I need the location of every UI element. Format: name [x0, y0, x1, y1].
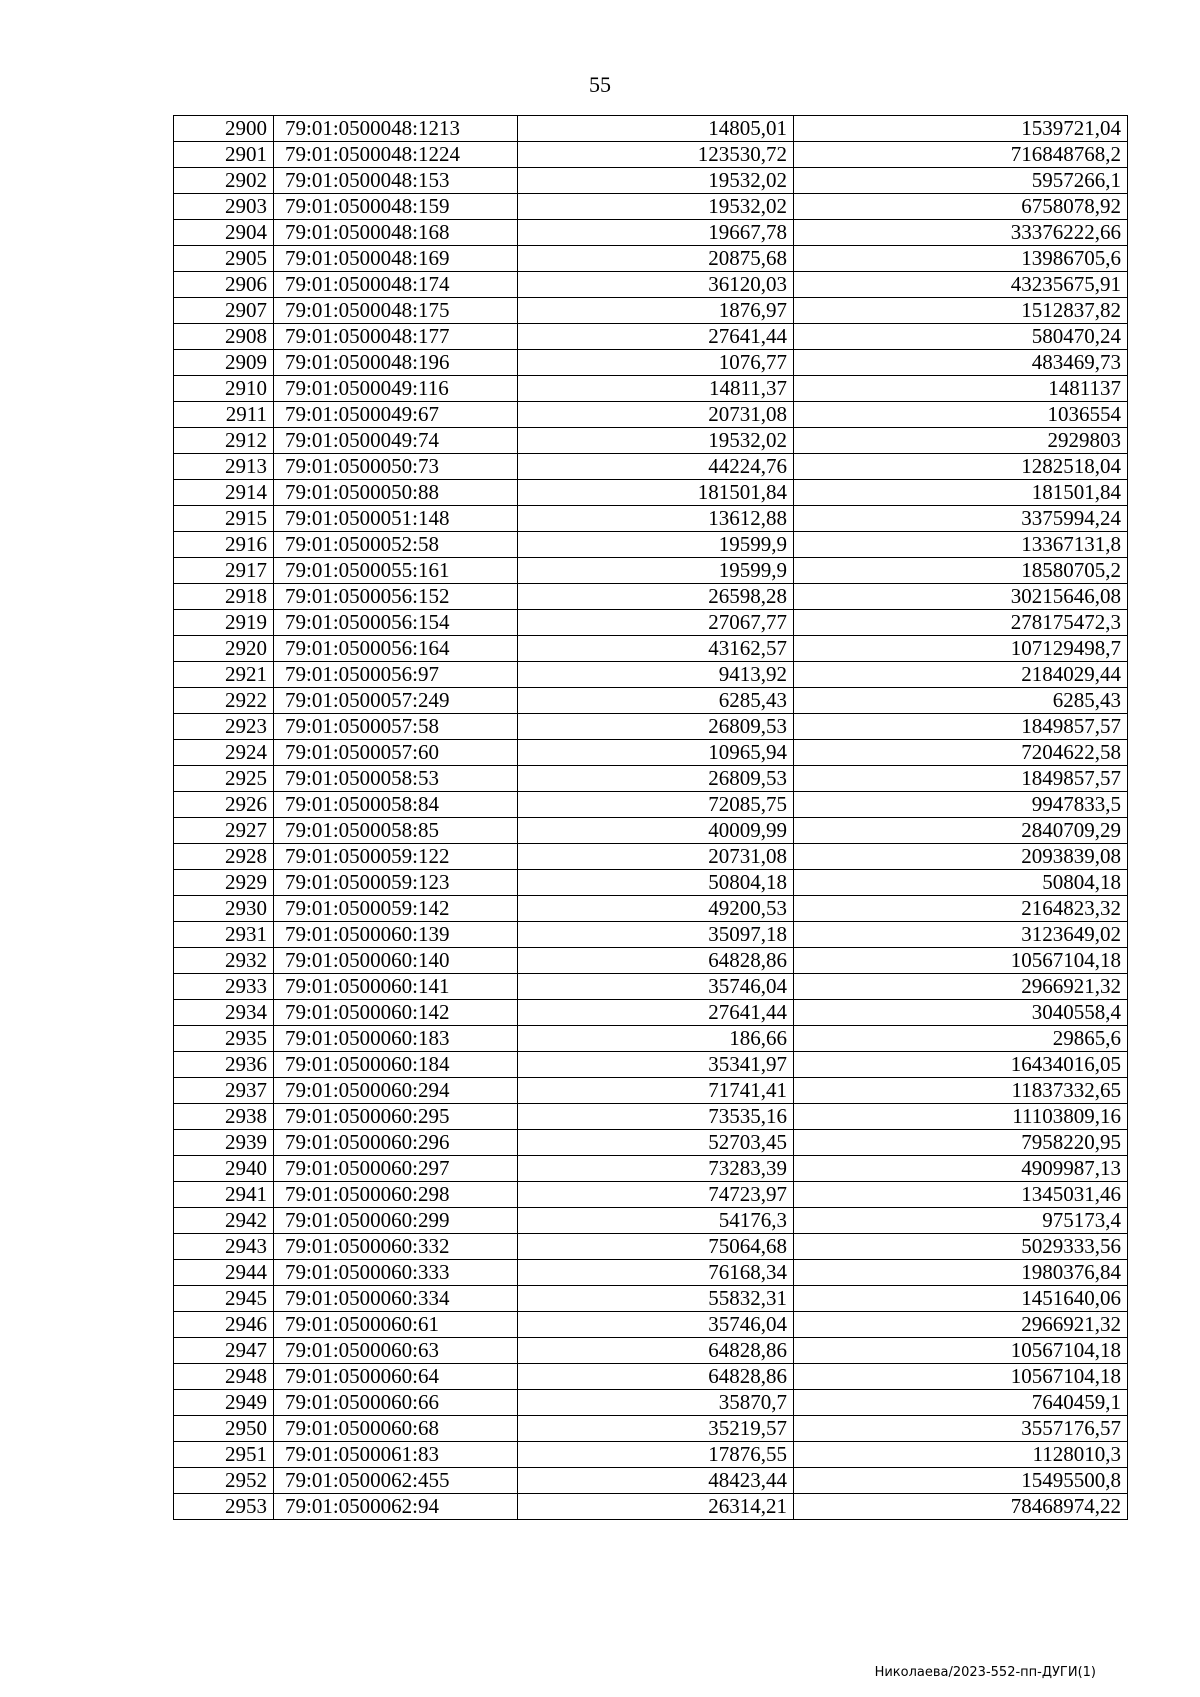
area-cell: 27641,44 [518, 324, 794, 350]
area-cell: 52703,45 [518, 1130, 794, 1156]
row-number-cell: 2942 [174, 1208, 274, 1234]
value-cell: 2184029,44 [794, 662, 1128, 688]
row-number-cell: 2940 [174, 1156, 274, 1182]
table-row [174, 350, 1128, 376]
area-cell: 75064,68 [518, 1234, 794, 1260]
table-row [174, 1416, 1128, 1442]
area-cell: 35746,04 [518, 974, 794, 1000]
cadastral-number-cell: 79:01:0500060:294 [274, 1078, 518, 1104]
table-row [174, 1182, 1128, 1208]
area-cell: 73283,39 [518, 1156, 794, 1182]
cadastral-number-cell: 79:01:0500048:159 [274, 194, 518, 220]
area-cell: 20875,68 [518, 246, 794, 272]
area-cell: 35341,97 [518, 1052, 794, 1078]
area-cell: 40009,99 [518, 818, 794, 844]
cadastral-number-cell: 79:01:0500055:161 [274, 558, 518, 584]
table-row [174, 142, 1128, 168]
table-row [174, 376, 1128, 402]
cadastral-number-cell: 79:01:0500060:139 [274, 922, 518, 948]
value-cell: 3040558,4 [794, 1000, 1128, 1026]
table-row [174, 1312, 1128, 1338]
value-cell: 13367131,8 [794, 532, 1128, 558]
table-row [174, 1234, 1128, 1260]
value-cell: 7204622,58 [794, 740, 1128, 766]
table-row [174, 1260, 1128, 1286]
value-cell: 16434016,05 [794, 1052, 1128, 1078]
value-cell: 1345031,46 [794, 1182, 1128, 1208]
row-number-cell: 2908 [174, 324, 274, 350]
table-row [174, 740, 1128, 766]
value-cell: 1481137 [794, 376, 1128, 402]
area-cell: 64828,86 [518, 948, 794, 974]
row-number-cell: 2927 [174, 818, 274, 844]
value-cell: 10567104,18 [794, 1338, 1128, 1364]
cadastral-number-cell: 79:01:0500062:455 [274, 1468, 518, 1494]
value-cell: 1451640,06 [794, 1286, 1128, 1312]
area-cell: 35097,18 [518, 922, 794, 948]
cadastral-number-cell: 79:01:0500058:84 [274, 792, 518, 818]
area-cell: 26598,28 [518, 584, 794, 610]
cadastral-number-cell: 79:01:0500056:154 [274, 610, 518, 636]
value-cell: 50804,18 [794, 870, 1128, 896]
area-cell: 9413,92 [518, 662, 794, 688]
table-row [174, 1104, 1128, 1130]
area-cell: 14805,01 [518, 116, 794, 142]
cadastral-number-cell: 79:01:0500049:116 [274, 376, 518, 402]
area-cell: 44224,76 [518, 454, 794, 480]
area-cell: 49200,53 [518, 896, 794, 922]
value-cell: 2966921,32 [794, 1312, 1128, 1338]
value-cell: 4909987,13 [794, 1156, 1128, 1182]
row-number-cell: 2945 [174, 1286, 274, 1312]
cadastral-number-cell: 79:01:0500060:299 [274, 1208, 518, 1234]
value-cell: 3375994,24 [794, 506, 1128, 532]
area-cell: 72085,75 [518, 792, 794, 818]
value-cell: 33376222,66 [794, 220, 1128, 246]
cadastral-number-cell: 79:01:0500060:66 [274, 1390, 518, 1416]
table-row [174, 818, 1128, 844]
area-cell: 27641,44 [518, 1000, 794, 1026]
row-number-cell: 2931 [174, 922, 274, 948]
area-cell: 74723,97 [518, 1182, 794, 1208]
cadastral-number-cell: 79:01:0500050:88 [274, 480, 518, 506]
row-number-cell: 2910 [174, 376, 274, 402]
table-row [174, 870, 1128, 896]
value-cell: 13986705,6 [794, 246, 1128, 272]
area-cell: 1076,77 [518, 350, 794, 376]
table-row [174, 168, 1128, 194]
row-number-cell: 2943 [174, 1234, 274, 1260]
value-cell: 1849857,57 [794, 714, 1128, 740]
value-cell: 716848768,2 [794, 142, 1128, 168]
table-row [174, 1000, 1128, 1026]
value-cell: 5957266,1 [794, 168, 1128, 194]
cadastral-number-cell: 79:01:0500060:68 [274, 1416, 518, 1442]
table-row [174, 1026, 1128, 1052]
cadastral-number-cell: 79:01:0500057:60 [274, 740, 518, 766]
table-row [174, 1130, 1128, 1156]
value-cell: 7640459,1 [794, 1390, 1128, 1416]
cadastral-number-cell: 79:01:0500051:148 [274, 506, 518, 532]
area-cell: 43162,57 [518, 636, 794, 662]
row-number-cell: 2932 [174, 948, 274, 974]
cadastral-number-cell: 79:01:0500060:141 [274, 974, 518, 1000]
table-row [174, 428, 1128, 454]
cadastral-number-cell: 79:01:0500060:333 [274, 1260, 518, 1286]
area-cell: 19599,9 [518, 532, 794, 558]
table-row [174, 1338, 1128, 1364]
area-cell: 17876,55 [518, 1442, 794, 1468]
cadastral-number-cell: 79:01:0500057:58 [274, 714, 518, 740]
row-number-cell: 2923 [174, 714, 274, 740]
table-row [174, 1494, 1128, 1520]
value-cell: 11103809,16 [794, 1104, 1128, 1130]
cadastral-number-cell: 79:01:0500060:296 [274, 1130, 518, 1156]
value-cell: 10567104,18 [794, 948, 1128, 974]
cadastral-number-cell: 79:01:0500056:152 [274, 584, 518, 610]
table-row [174, 246, 1128, 272]
table-row [174, 662, 1128, 688]
table-row [174, 1156, 1128, 1182]
value-cell: 1128010,3 [794, 1442, 1128, 1468]
table-row [174, 506, 1128, 532]
row-number-cell: 2907 [174, 298, 274, 324]
cadastral-number-cell: 79:01:0500048:177 [274, 324, 518, 350]
value-cell: 580470,24 [794, 324, 1128, 350]
row-number-cell: 2906 [174, 272, 274, 298]
cadastral-number-cell: 79:01:0500059:142 [274, 896, 518, 922]
value-cell: 15495500,8 [794, 1468, 1128, 1494]
row-number-cell: 2924 [174, 740, 274, 766]
row-number-cell: 2926 [174, 792, 274, 818]
cadastral-number-cell: 79:01:0500060:61 [274, 1312, 518, 1338]
area-cell: 55832,31 [518, 1286, 794, 1312]
row-number-cell: 2909 [174, 350, 274, 376]
area-cell: 20731,08 [518, 844, 794, 870]
row-number-cell: 2936 [174, 1052, 274, 1078]
row-number-cell: 2939 [174, 1130, 274, 1156]
table-row [174, 714, 1128, 740]
cadastral-number-cell: 79:01:0500060:184 [274, 1052, 518, 1078]
value-cell: 2093839,08 [794, 844, 1128, 870]
cadastral-number-cell: 79:01:0500057:249 [274, 688, 518, 714]
table-row [174, 558, 1128, 584]
area-cell: 1876,97 [518, 298, 794, 324]
row-number-cell: 2944 [174, 1260, 274, 1286]
value-cell: 7958220,95 [794, 1130, 1128, 1156]
area-cell: 64828,86 [518, 1338, 794, 1364]
table-row [174, 1442, 1128, 1468]
cadastral-number-cell: 79:01:0500060:64 [274, 1364, 518, 1390]
cadastral-number-cell: 79:01:0500060:63 [274, 1338, 518, 1364]
cadastral-number-cell: 79:01:0500050:73 [274, 454, 518, 480]
row-number-cell: 2950 [174, 1416, 274, 1442]
area-cell: 71741,41 [518, 1078, 794, 1104]
value-cell: 30215646,08 [794, 584, 1128, 610]
row-number-cell: 2934 [174, 1000, 274, 1026]
cadastral-number-cell: 79:01:0500060:183 [274, 1026, 518, 1052]
table-row [174, 922, 1128, 948]
row-number-cell: 2904 [174, 220, 274, 246]
cadastral-number-cell: 79:01:0500048:196 [274, 350, 518, 376]
document-footer: Николаева/2023-552-пп-ДУГИ(1) [874, 1665, 1096, 1680]
row-number-cell: 2903 [174, 194, 274, 220]
cadastral-number-cell: 79:01:0500059:123 [274, 870, 518, 896]
row-number-cell: 2953 [174, 1494, 274, 1520]
row-number-cell: 2941 [174, 1182, 274, 1208]
value-cell: 483469,73 [794, 350, 1128, 376]
cadastral-table [173, 115, 1128, 1520]
value-cell: 2164823,32 [794, 896, 1128, 922]
cadastral-number-cell: 79:01:0500048:174 [274, 272, 518, 298]
cadastral-number-cell: 79:01:0500048:1213 [274, 116, 518, 142]
table-row [174, 584, 1128, 610]
row-number-cell: 2913 [174, 454, 274, 480]
value-cell: 43235675,91 [794, 272, 1128, 298]
value-cell: 1539721,04 [794, 116, 1128, 142]
row-number-cell: 2928 [174, 844, 274, 870]
cadastral-number-cell: 79:01:0500062:94 [274, 1494, 518, 1520]
cadastral-number-cell: 79:01:0500058:85 [274, 818, 518, 844]
area-cell: 20731,08 [518, 402, 794, 428]
table-row [174, 272, 1128, 298]
value-cell: 278175472,3 [794, 610, 1128, 636]
area-cell: 76168,34 [518, 1260, 794, 1286]
area-cell: 123530,72 [518, 142, 794, 168]
row-number-cell: 2948 [174, 1364, 274, 1390]
area-cell: 26809,53 [518, 714, 794, 740]
area-cell: 186,66 [518, 1026, 794, 1052]
row-number-cell: 2905 [174, 246, 274, 272]
value-cell: 1036554 [794, 402, 1128, 428]
cadastral-number-cell: 79:01:0500060:297 [274, 1156, 518, 1182]
cadastral-number-cell: 79:01:0500052:58 [274, 532, 518, 558]
table-row [174, 974, 1128, 1000]
value-cell: 6285,43 [794, 688, 1128, 714]
table-row [174, 1208, 1128, 1234]
cadastral-number-cell: 79:01:0500048:153 [274, 168, 518, 194]
value-cell: 11837332,65 [794, 1078, 1128, 1104]
value-cell: 107129498,7 [794, 636, 1128, 662]
value-cell: 78468974,22 [794, 1494, 1128, 1520]
cadastral-number-cell: 79:01:0500060:332 [274, 1234, 518, 1260]
value-cell: 3123649,02 [794, 922, 1128, 948]
table-row [174, 454, 1128, 480]
row-number-cell: 2929 [174, 870, 274, 896]
area-cell: 10965,94 [518, 740, 794, 766]
row-number-cell: 2917 [174, 558, 274, 584]
area-cell: 35746,04 [518, 1312, 794, 1338]
table-row [174, 1390, 1128, 1416]
area-cell: 64828,86 [518, 1364, 794, 1390]
area-cell: 36120,03 [518, 272, 794, 298]
row-number-cell: 2947 [174, 1338, 274, 1364]
cadastral-number-cell: 79:01:0500049:74 [274, 428, 518, 454]
table-row [174, 298, 1128, 324]
row-number-cell: 2901 [174, 142, 274, 168]
table-row [174, 1364, 1128, 1390]
row-number-cell: 2900 [174, 116, 274, 142]
table-row [174, 1468, 1128, 1494]
table-row [174, 116, 1128, 142]
row-number-cell: 2912 [174, 428, 274, 454]
area-cell: 19532,02 [518, 168, 794, 194]
row-number-cell: 2902 [174, 168, 274, 194]
value-cell: 1849857,57 [794, 766, 1128, 792]
area-cell: 19532,02 [518, 428, 794, 454]
table-body [174, 116, 1128, 1520]
cadastral-number-cell: 79:01:0500060:295 [274, 1104, 518, 1130]
area-cell: 26314,21 [518, 1494, 794, 1520]
table-row [174, 324, 1128, 350]
area-cell: 6285,43 [518, 688, 794, 714]
table-row [174, 610, 1128, 636]
area-cell: 48423,44 [518, 1468, 794, 1494]
row-number-cell: 2919 [174, 610, 274, 636]
row-number-cell: 2918 [174, 584, 274, 610]
cadastral-number-cell: 79:01:0500056:164 [274, 636, 518, 662]
table-row [174, 532, 1128, 558]
row-number-cell: 2922 [174, 688, 274, 714]
row-number-cell: 2916 [174, 532, 274, 558]
value-cell: 29865,6 [794, 1026, 1128, 1052]
table-row [174, 1286, 1128, 1312]
table-row [174, 766, 1128, 792]
row-number-cell: 2949 [174, 1390, 274, 1416]
table-row [174, 636, 1128, 662]
area-cell: 73535,16 [518, 1104, 794, 1130]
row-number-cell: 2946 [174, 1312, 274, 1338]
table-row [174, 792, 1128, 818]
value-cell: 10567104,18 [794, 1364, 1128, 1390]
value-cell: 18580705,2 [794, 558, 1128, 584]
value-cell: 2840709,29 [794, 818, 1128, 844]
area-cell: 13612,88 [518, 506, 794, 532]
table-row [174, 480, 1128, 506]
table-row [174, 402, 1128, 428]
cadastral-number-cell: 79:01:0500048:175 [274, 298, 518, 324]
cadastral-number-cell: 79:01:0500048:1224 [274, 142, 518, 168]
table-row [174, 1052, 1128, 1078]
row-number-cell: 2937 [174, 1078, 274, 1104]
cadastral-number-cell: 79:01:0500048:168 [274, 220, 518, 246]
row-number-cell: 2911 [174, 402, 274, 428]
page-number: 55 [589, 72, 611, 97]
area-cell: 35870,7 [518, 1390, 794, 1416]
value-cell: 5029333,56 [794, 1234, 1128, 1260]
table-row [174, 220, 1128, 246]
row-number-cell: 2951 [174, 1442, 274, 1468]
cadastral-number-cell: 79:01:0500059:122 [274, 844, 518, 870]
cadastral-number-cell: 79:01:0500056:97 [274, 662, 518, 688]
row-number-cell: 2921 [174, 662, 274, 688]
value-cell: 181501,84 [794, 480, 1128, 506]
row-number-cell: 2930 [174, 896, 274, 922]
row-number-cell: 2938 [174, 1104, 274, 1130]
cadastral-number-cell: 79:01:0500048:169 [274, 246, 518, 272]
row-number-cell: 2914 [174, 480, 274, 506]
table-row [174, 844, 1128, 870]
cadastral-number-cell: 79:01:0500049:67 [274, 402, 518, 428]
area-cell: 19667,78 [518, 220, 794, 246]
row-number-cell: 2952 [174, 1468, 274, 1494]
row-number-cell: 2933 [174, 974, 274, 1000]
value-cell: 9947833,5 [794, 792, 1128, 818]
cadastral-number-cell: 79:01:0500060:140 [274, 948, 518, 974]
value-cell: 1512837,82 [794, 298, 1128, 324]
value-cell: 1980376,84 [794, 1260, 1128, 1286]
area-cell: 26809,53 [518, 766, 794, 792]
value-cell: 1282518,04 [794, 454, 1128, 480]
cadastral-number-cell: 79:01:0500060:142 [274, 1000, 518, 1026]
value-cell: 6758078,92 [794, 194, 1128, 220]
area-cell: 181501,84 [518, 480, 794, 506]
table-row [174, 194, 1128, 220]
cadastral-number-cell: 79:01:0500058:53 [274, 766, 518, 792]
row-number-cell: 2920 [174, 636, 274, 662]
area-cell: 54176,3 [518, 1208, 794, 1234]
value-cell: 2966921,32 [794, 974, 1128, 1000]
area-cell: 27067,77 [518, 610, 794, 636]
area-cell: 19532,02 [518, 194, 794, 220]
cadastral-number-cell: 79:01:0500061:83 [274, 1442, 518, 1468]
value-cell: 3557176,57 [794, 1416, 1128, 1442]
row-number-cell: 2925 [174, 766, 274, 792]
table-row [174, 948, 1128, 974]
value-cell: 975173,4 [794, 1208, 1128, 1234]
value-cell: 2929803 [794, 428, 1128, 454]
row-number-cell: 2915 [174, 506, 274, 532]
row-number-cell: 2935 [174, 1026, 274, 1052]
table-row [174, 688, 1128, 714]
area-cell: 35219,57 [518, 1416, 794, 1442]
cadastral-number-cell: 79:01:0500060:298 [274, 1182, 518, 1208]
cadastral-number-cell: 79:01:0500060:334 [274, 1286, 518, 1312]
table-row [174, 1078, 1128, 1104]
area-cell: 14811,37 [518, 376, 794, 402]
table-row [174, 896, 1128, 922]
area-cell: 19599,9 [518, 558, 794, 584]
area-cell: 50804,18 [518, 870, 794, 896]
